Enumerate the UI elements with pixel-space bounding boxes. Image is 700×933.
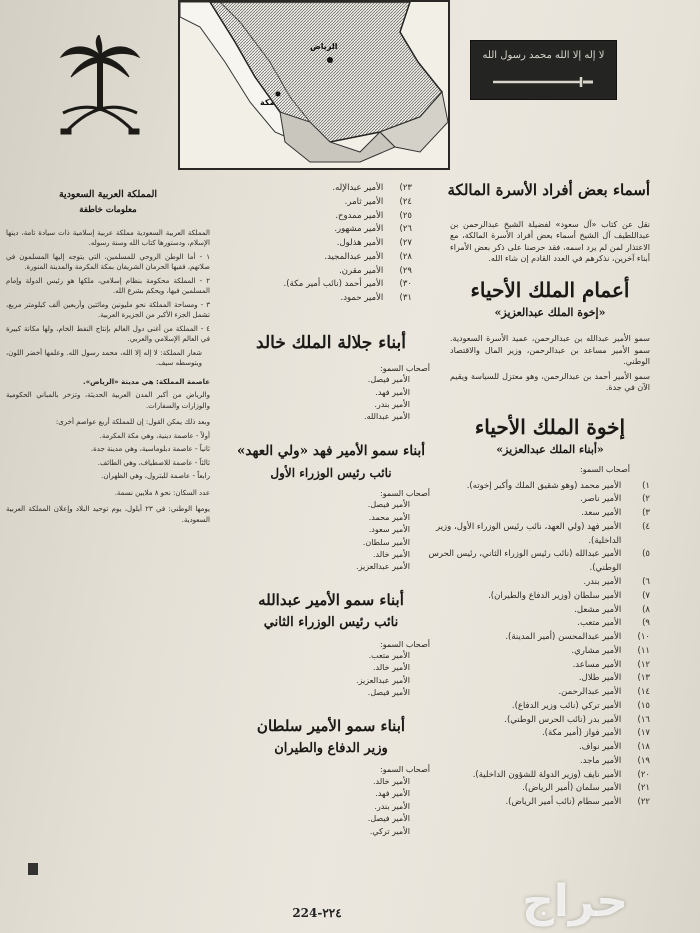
page-number: 224-٢٢٤: [292, 906, 342, 920]
list-item: الأمير خالد.: [372, 663, 410, 673]
list-item: الأمير عبدالعزيز.: [356, 675, 410, 685]
facts-quote: شعار المملكة: لا إله إلا الله، محمد رسول الله. وعلمها أخضر اللون، ويتوسطه سيف.: [6, 348, 202, 368]
list-item: الأمير سلطان.: [362, 537, 410, 547]
facts-paragraph: ١ - أما الوطن الروحي للمسلمين، التي يتوجه إليها المسلمون في صلاتهم، ففيها الحرمان الشريفان بمكة المكرمة والمدينة المنورة.: [6, 252, 210, 272]
list-item: ٢٠) الأمير نايف (وزير الدولة للشؤون الداخلية).: [472, 769, 650, 780]
national-day-text: يومها الوطني: في ٢٣ أيلول، يوم توحيد البلاد وإعلان المملكة العربية السعودية.: [6, 505, 210, 524]
list-item: الأمير فيصل.: [367, 814, 410, 824]
list-item: ٢٧) الأمير هذلول.: [336, 238, 412, 249]
list-item: ١٩) الأمير ماجد.: [580, 755, 650, 766]
list-item: ١٢) الأمير مساعد.: [572, 659, 650, 670]
brothers-title: إخوة الملك الأحياء: [474, 414, 626, 439]
facts-paragraph: ٣ - ومساحة المملكة نحو مليونين ومائتين وأربعين ألف كيلومتر مربع، تشمل الجزء الأكبر من الجزيرة العربية.: [6, 300, 210, 320]
abdullah-header: أصحاب السمو:: [380, 639, 430, 649]
list-item: ٩) الأمير متعب.: [577, 618, 650, 629]
list-item: الأمير عبدالعزيز.: [356, 562, 410, 572]
brothers-subtitle: «أبناء الملك عبدالعزيز»: [496, 442, 604, 456]
list-item: ٨) الأمير مشعل.: [574, 604, 650, 615]
list-item: الأمير عبدالله.: [364, 412, 410, 422]
flag-shahada-text: لا إله إلا الله محمد رسول الله: [482, 50, 605, 61]
flag-sword-icon: [491, 75, 596, 89]
arabia-map: [178, 0, 450, 170]
list-item: ٧) الأمير سلطان (وزير الدفاع والطيران).: [488, 590, 650, 601]
fahd-header: أصحاب السمو:: [380, 488, 430, 498]
list-item: ٥) الأمير عبدالله (نائب رئيس الوزراء الثاني، رئيس الحرس: [428, 549, 650, 560]
list-item: ٢١) الأمير سلمان (أمير الرياض).: [522, 783, 650, 794]
sultan-subtitle: وزير الدفاع والطيران: [274, 741, 388, 757]
sultan-header: أصحاب السمو:: [380, 765, 430, 775]
list-item: الأمير فيصل.: [367, 500, 410, 510]
list-item: الأمير فهد.: [375, 387, 410, 397]
list-item: الأمير خالد.: [372, 777, 410, 787]
list-item: ٣٠) الأمير أحمد (نائب أمير مكة).: [283, 279, 412, 290]
facts-paragraph: ٤ - المملكة من أغنى دول العالم بإنتاج النفط الخام، ولها مكانة كبيرة في العالم الإسلامي والعربي.: [6, 324, 210, 344]
map-label-makkah: مكة: [260, 98, 275, 107]
stats-text: عدد السكان: نحو ٨ ملايين نسمة.: [114, 488, 210, 497]
list-item: ٢٣) الأمير عبدالإله.: [332, 183, 412, 193]
list-item: الأمير محمد.: [368, 512, 410, 522]
cities-item: ثالثاً - عاصمة للاصطياف، وهي الطائف.: [97, 458, 210, 467]
khalid-header: أصحاب السمو:: [380, 363, 430, 373]
uncles-subtitle: «إخوة الملك عبدالعزيز»: [494, 305, 606, 319]
sultan-title: أبناء سمو الأمير سلطان: [256, 716, 406, 735]
abdullah-title: أبناء سمو الأمير عبدالله: [258, 590, 404, 609]
corner-mark: [28, 863, 38, 875]
capital-heading: عاصمة المملكة: هي مدينة «الرياض».: [82, 377, 210, 386]
list-item: الأمير متعب.: [368, 651, 410, 661]
list-item: الأمير بندر.: [374, 801, 410, 811]
uncles-text-1: سمو الأمير عبدالله بن عبدالرحمن، عميد الأسرة السعودية. سمو الأمير مساعد بن عبدالرحمن، وزير المال والاقتصاد الوطني.: [450, 333, 650, 367]
fahd-title: أبناء سمو الأمير فهد «ولي العهد»: [236, 442, 426, 459]
brothers-header: أصحاب السمو:: [580, 465, 630, 475]
list-item: ٢٦) الأمير مشهور.: [334, 224, 412, 235]
list-item: الأمير سعود.: [368, 525, 410, 535]
facts-subtitle: معلومات خاطفة: [79, 205, 137, 216]
list-item: ٦) الأمير بندر.: [583, 576, 650, 587]
cities-heading: وبعد ذلك يمكن القول: إن للمملكة أربع عواصم أخرى:: [55, 418, 210, 427]
list-item: الأمير فيصل.: [367, 688, 410, 698]
brothers-list-continued: [222, 182, 440, 306]
map-label-riyadh: الرياض: [310, 42, 338, 51]
capital-text: والرياض من أكبر المدن العربية الحديثة، وتزخر بالمباني الحكومية والوزارات والسفارات.: [6, 391, 210, 410]
map-drawing: [180, 2, 448, 168]
sultan-list: [222, 776, 440, 838]
haraj-watermark: حراج: [522, 876, 628, 927]
list-item: الأمير فيصل.: [367, 375, 410, 385]
fahd-subtitle: نائب رئيس الوزراء الأول: [270, 465, 392, 480]
list-item: ٢٤) الأمير ثامر.: [344, 196, 412, 207]
list-item: ١٨) الأمير نواف.: [578, 742, 650, 753]
list-item: ١٣) الأمير طلال.: [578, 673, 650, 684]
list-item: ٢٨) الأمير عبدالمجيد.: [324, 251, 412, 262]
saudi-flag: [470, 40, 617, 100]
list-item: ٣١) الأمير حمود.: [340, 293, 412, 304]
cities-item: أولاً - عاصمة دينية، وهي مكة المكرمة.: [99, 431, 210, 440]
list-item: ٢٥) الأمير ممدوح.: [335, 210, 412, 221]
middle-column: [222, 182, 440, 838]
list-item: ١٥) الأمير تركي (نائب وزير الدفاع).: [511, 700, 650, 711]
list-item: الأمير تركي.: [369, 826, 410, 836]
list-item: الوطني).: [589, 563, 622, 574]
list-item: ١٠) الأمير عبدالمحسن (أمير المدينة).: [505, 632, 650, 643]
list-item: ٢٢) الأمير سطام (نائب أمير الرياض).: [505, 797, 650, 808]
list-item: الأمير بندر.: [374, 399, 410, 409]
uncles-title: أعمام الملك الأحياء: [470, 277, 630, 302]
palm-and-swords-emblem: [55, 35, 145, 145]
list-item: ٢٩) الأمير مقرن.: [339, 265, 412, 276]
facts-paragraph: المملكة العربية السعودية مملكة عربية إسلامية ذات سيادة تامة، دينها الإسلام، ودستورها كتاب الله وسنة رسوله.: [6, 228, 210, 248]
facts-title: المملكة العربية السعودية: [58, 189, 158, 200]
cities-item: ثانياً - عاصمة دبلوماسية، وهي مدينة جدة.: [90, 445, 210, 454]
facts-body: [6, 228, 210, 526]
khalid-title: أبناء جلالة الملك خالد: [256, 332, 406, 353]
abdullah-subtitle: نائب رئيس الوزراء الثاني: [263, 615, 399, 631]
khalid-list: [222, 374, 440, 424]
list-item: ١٦) الأمير بدر (نائب الحرس الوطني).: [504, 714, 650, 725]
right-column: [428, 181, 650, 810]
abdullah-list: [222, 650, 440, 700]
cities-item: رابعاً - عاصمة للبترول، وهي الظهران.: [101, 472, 210, 481]
list-item: ٢) الأمير ناصر.: [580, 494, 650, 505]
fahd-list: [222, 499, 440, 573]
brothers-list: [428, 480, 650, 810]
list-item: ١٤) الأمير عبدالرحمن.: [558, 687, 650, 698]
list-item: ١) الأمير محمد (وهو شقيق الملك وأكبر إخوته).: [466, 480, 650, 491]
list-item: ١١) الأمير مشاري.: [571, 645, 650, 656]
facts-paragraph: ٢ - المملكة محكومة بنظام إسلامي، ملكها هو رئيس الدولة وإمام المسلمين فيها، ويحكم بشرع الله.: [6, 276, 210, 296]
list-item: ١٧) الأمير فواز (أمير مكة).: [541, 728, 650, 739]
list-item: الأمير خالد.: [372, 549, 410, 559]
list-item: ٤) الأمير فهد (ولي العهد، نائب رئيس الوزراء الأول، وزير: [436, 521, 650, 532]
uncles-text-2: سمو الأمير أحمد بن عبدالرحمن، وهو معتزل للسياسة ويقيم الآن في جدة.: [450, 371, 650, 393]
list-item: الأمير فهد.: [375, 789, 410, 799]
list-item: ٣) الأمير سعد.: [581, 508, 650, 519]
intro-title: أسماء بعض أفراد الأسرة المالكة: [447, 181, 650, 199]
intro-text: نقل عن كتاب «آل سعود» لفضيلة الشيخ عبدالرحمن بن عبداللطيف آل الشيخ أسماء بعض أفراد الأسرة المالكة، مع الاعتذار لمن لم يرد اسمه، فقد حرصنا على ذكر بعض الأمراء أبناء آخرين، نذكرهم في العدد القادم إن شاء الله.: [450, 219, 650, 264]
list-item: الداخلية).: [588, 535, 622, 546]
left-column: [6, 190, 210, 528]
